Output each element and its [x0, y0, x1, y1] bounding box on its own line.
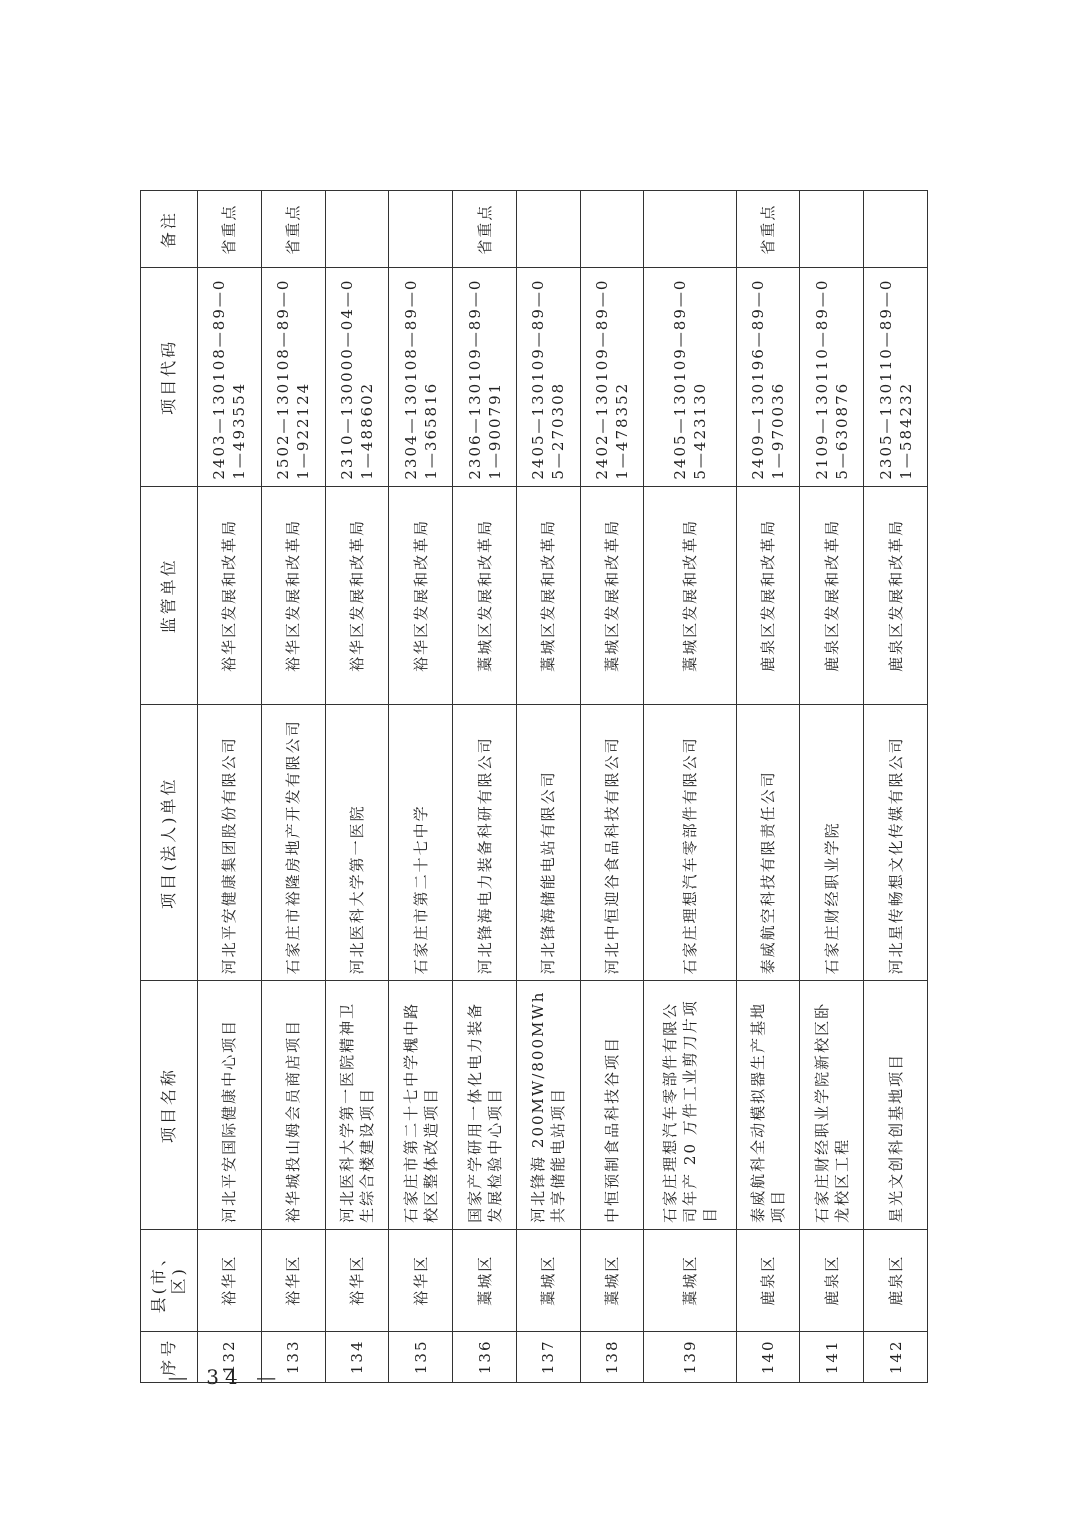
cell-supervisor: 鹿泉区发展和改革局	[864, 486, 928, 704]
header-seq: 序号	[141, 1331, 198, 1382]
cell-county: 鹿泉区	[800, 1229, 864, 1331]
table-row	[864, 191, 928, 1383]
cell-name: 河北锋海 200MW/800MWh 共享储能电站项目	[516, 981, 580, 1229]
table-row	[198, 191, 262, 1383]
cell-code: 2405—130109—89—05—423130	[644, 268, 736, 486]
header-code: 项目代码	[141, 268, 198, 486]
cell-name: 石家庄理想汽车零部件有限公司年产 20 万件工业剪刀片项目	[644, 981, 736, 1229]
cell-note	[644, 191, 736, 268]
cell-unit: 河北医科大学第一医院	[325, 705, 389, 981]
cell-code: 2109—130110—89—05—630876	[800, 268, 864, 486]
cell-supervisor: 裕华区发展和改革局	[325, 486, 389, 704]
cell-county: 鹿泉区	[864, 1229, 928, 1331]
cell-unit: 河北锋海电力装备科研有限公司	[453, 705, 517, 981]
cell-seq: 141	[800, 1331, 864, 1382]
cell-supervisor: 藁城区发展和改革局	[644, 486, 736, 704]
project-table	[140, 190, 928, 1383]
project-table-container	[140, 190, 928, 1383]
cell-name: 星光文创科创基地项目	[864, 981, 928, 1229]
cell-county: 裕华区	[198, 1229, 262, 1331]
cell-code: 2409—130196—89—01—970036	[736, 268, 800, 486]
cell-supervisor: 鹿泉区发展和改革局	[736, 486, 800, 704]
cell-code: 2402—130109—89—01—478352	[580, 268, 644, 486]
cell-name: 国家产学研用一体化电力装备发展检验中心项目	[453, 981, 517, 1229]
table-row	[453, 191, 517, 1383]
cell-seq: 135	[389, 1331, 453, 1382]
cell-supervisor: 藁城区发展和改革局	[453, 486, 517, 704]
cell-supervisor: 裕华区发展和改革局	[198, 486, 262, 704]
cell-supervisor: 鹿泉区发展和改革局	[800, 486, 864, 704]
cell-note: 省重点	[453, 191, 517, 268]
cell-code: 2405—130109—89—05—270308	[516, 268, 580, 486]
table-row	[325, 191, 389, 1383]
page-number: — 34 —	[167, 1365, 283, 1389]
header-supervisor: 监管单位	[141, 486, 198, 704]
cell-code: 2403—130108—89—01—493554	[198, 268, 262, 486]
cell-note: 省重点	[736, 191, 800, 268]
cell-note	[389, 191, 453, 268]
cell-seq: 139	[644, 1331, 736, 1382]
cell-county: 鹿泉区	[736, 1229, 800, 1331]
cell-name: 石家庄财经职业学院新校区卧龙校区工程	[800, 981, 864, 1229]
cell-seq: 138	[580, 1331, 644, 1382]
cell-code: 2502—130108—89—01—922124	[261, 268, 325, 486]
cell-seq: 142	[864, 1331, 928, 1382]
cell-supervisor: 裕华区发展和改革局	[389, 486, 453, 704]
cell-unit: 河北锋海储能电站有限公司	[516, 705, 580, 981]
cell-county: 藁城区	[516, 1229, 580, 1331]
cell-unit: 石家庄理想汽车零部件有限公司	[644, 705, 736, 981]
cell-county: 藁城区	[580, 1229, 644, 1331]
cell-unit: 石家庄市裕隆房地产开发有限公司	[261, 705, 325, 981]
cell-note	[580, 191, 644, 268]
cell-name: 石家庄市第二十七中学槐中路校区整体改造项目	[389, 981, 453, 1229]
cell-county: 藁城区	[453, 1229, 517, 1331]
cell-seq: 134	[325, 1331, 389, 1382]
cell-note	[800, 191, 864, 268]
cell-seq: 133	[261, 1331, 325, 1382]
header-county: 县(市、区)	[141, 1229, 198, 1331]
cell-code: 2310—130000—04—01—488602	[325, 268, 389, 486]
header-name: 项目名称	[141, 981, 198, 1229]
cell-code: 2304—130108—89—01—365816	[389, 268, 453, 486]
cell-name: 中恒预制食品科技谷项目	[580, 981, 644, 1229]
cell-unit: 河北中恒迎谷食品科技有限公司	[580, 705, 644, 981]
table-row	[516, 191, 580, 1383]
cell-note: 省重点	[198, 191, 262, 268]
table-row	[644, 191, 736, 1383]
cell-supervisor: 藁城区发展和改革局	[516, 486, 580, 704]
cell-name: 泰威航科全动模拟器生产基地项目	[736, 981, 800, 1229]
cell-code: 2306—130109—89—01—900791	[453, 268, 517, 486]
cell-note	[325, 191, 389, 268]
cell-unit: 河北平安健康集团股份有限公司	[198, 705, 262, 981]
rotated-table-layer	[140, 190, 928, 1383]
cell-name: 河北平安国际健康中心项目	[198, 981, 262, 1229]
cell-name: 裕华城投山姆会员商店项目	[261, 981, 325, 1229]
cell-seq: 132	[198, 1331, 262, 1382]
cell-county: 裕华区	[261, 1229, 325, 1331]
cell-unit: 石家庄市第二十七中学	[389, 705, 453, 981]
cell-unit: 河北星传畅想文化传媒有限公司	[864, 705, 928, 981]
table-row	[736, 191, 800, 1383]
cell-seq: 136	[453, 1331, 517, 1382]
cell-unit: 泰威航空科技有限责任公司	[736, 705, 800, 981]
table-row	[580, 191, 644, 1383]
table-header-row	[141, 191, 198, 1383]
cell-note: 省重点	[261, 191, 325, 268]
cell-note	[516, 191, 580, 268]
table-row	[261, 191, 325, 1383]
cell-code: 2305—130110—89—01—584232	[864, 268, 928, 486]
cell-supervisor: 藁城区发展和改革局	[580, 486, 644, 704]
cell-supervisor: 裕华区发展和改革局	[261, 486, 325, 704]
cell-county: 裕华区	[325, 1229, 389, 1331]
cell-unit: 石家庄财经职业学院	[800, 705, 864, 981]
header-note: 备注	[141, 191, 198, 268]
cell-seq: 137	[516, 1331, 580, 1382]
table-row	[389, 191, 453, 1383]
cell-county: 藁城区	[644, 1229, 736, 1331]
cell-name: 河北医科大学第一医院精神卫生综合楼建设项目	[325, 981, 389, 1229]
header-unit: 项目(法人)单位	[141, 705, 198, 981]
cell-seq: 140	[736, 1331, 800, 1382]
cell-note	[864, 191, 928, 268]
table-row	[800, 191, 864, 1383]
cell-county: 裕华区	[389, 1229, 453, 1331]
